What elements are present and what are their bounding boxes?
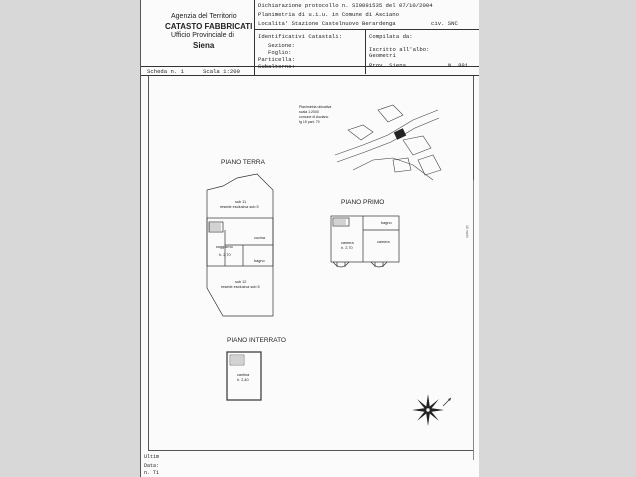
margin-label-2: Data: <box>144 463 160 469</box>
agency-department: CATASTO FABBRICATI <box>165 22 253 31</box>
compiled-role: Geometri <box>369 52 396 59</box>
basement-plan <box>225 350 265 404</box>
margin-label-3: n. T1 <box>144 470 160 476</box>
margin-label-1: Ultim <box>144 454 160 460</box>
map-note-4: fg 15 part. 79 <box>299 120 320 124</box>
ground-cucina-label: cucina <box>254 236 265 240</box>
agency-name: Agenzia del Territorio <box>171 13 237 20</box>
first-bagno-label: bagno <box>381 221 392 225</box>
north-arrow-icon <box>441 396 453 408</box>
civ-text: civ. SNC <box>431 20 458 27</box>
cadastral-title: Identificativi Catastali: <box>258 33 342 40</box>
side-scale-line <box>473 180 474 460</box>
planimetry-text: Planimetria di u.i.u. in Comune di Asciano <box>258 11 399 18</box>
ground-floor-plan <box>203 170 281 318</box>
agency-office: Ufficio Provinciale di <box>171 32 234 39</box>
map-note-1: Planimetria ubicativa <box>299 105 332 109</box>
compiled-title: Compilata da: <box>369 33 413 40</box>
ground-height-label: h. 2,70 <box>219 253 231 257</box>
map-note-3: comune di Asciano <box>299 115 329 119</box>
ground-sub11-label: sub 11 <box>235 200 247 204</box>
cadastral-sezione: Sezione: <box>268 42 295 49</box>
scheda-number: Scheda n. 1 <box>147 68 184 75</box>
agency-city: Siena <box>193 41 215 50</box>
ground-sub12-label: sub 12 <box>235 280 247 284</box>
compiled-number: N. 891 <box>448 62 469 69</box>
header-bottom-line <box>141 66 479 67</box>
cadastral-foglio: Foglio: <box>268 49 292 56</box>
first-floor-title: PIANO PRIMO <box>341 199 385 206</box>
cadastral-sheet <box>140 0 479 477</box>
location-map <box>333 100 443 185</box>
ground-floor-title: PIANO TERRA <box>221 159 265 166</box>
header-divider-middle <box>365 29 366 74</box>
scheda-divider <box>254 66 255 75</box>
cadastral-subalterno: Subalterno: <box>258 63 295 70</box>
first-camera1-label: camera <box>341 241 354 245</box>
ground-bagno-label: bagno <box>254 259 265 263</box>
first-height-label: h. 2,70 <box>341 246 353 250</box>
compiled-registered: Iscritto all'albo: <box>369 46 430 53</box>
first-camera2-label: camera <box>377 240 390 244</box>
map-note-2: scala 1:2000 <box>299 110 319 114</box>
ground-sub11-desc: resede esclusiva sub 5 <box>220 205 259 209</box>
highlighted-parcel <box>394 128 406 139</box>
compass-rose-icon <box>411 393 445 427</box>
basement-height-label: h. 2,40 <box>237 378 249 382</box>
first-floor-plan <box>327 212 403 274</box>
declaration-text: Dichiarazione protocollo n. SI0091535 del 07/10/2004 <box>258 2 433 9</box>
basement-cantina-label: cantina <box>237 373 250 377</box>
header-divider-vertical <box>254 0 255 66</box>
side-scale-label: 16 metri <box>465 225 469 238</box>
ground-soggiorno-label: soggiorno <box>216 245 233 249</box>
scheda-scale: Scala 1:200 <box>203 68 240 75</box>
header-divider-horizontal <box>254 29 479 30</box>
compiled-province: Prov. Siena <box>369 62 406 69</box>
location-text: Localita' Stazione Castelnuovo Berardenga <box>258 20 396 27</box>
cadastral-particella: Particella: <box>258 56 295 63</box>
basement-title: PIANO INTERRATO <box>227 337 286 344</box>
ground-sub12-desc: resede esclusiva sub 5 <box>221 285 260 289</box>
